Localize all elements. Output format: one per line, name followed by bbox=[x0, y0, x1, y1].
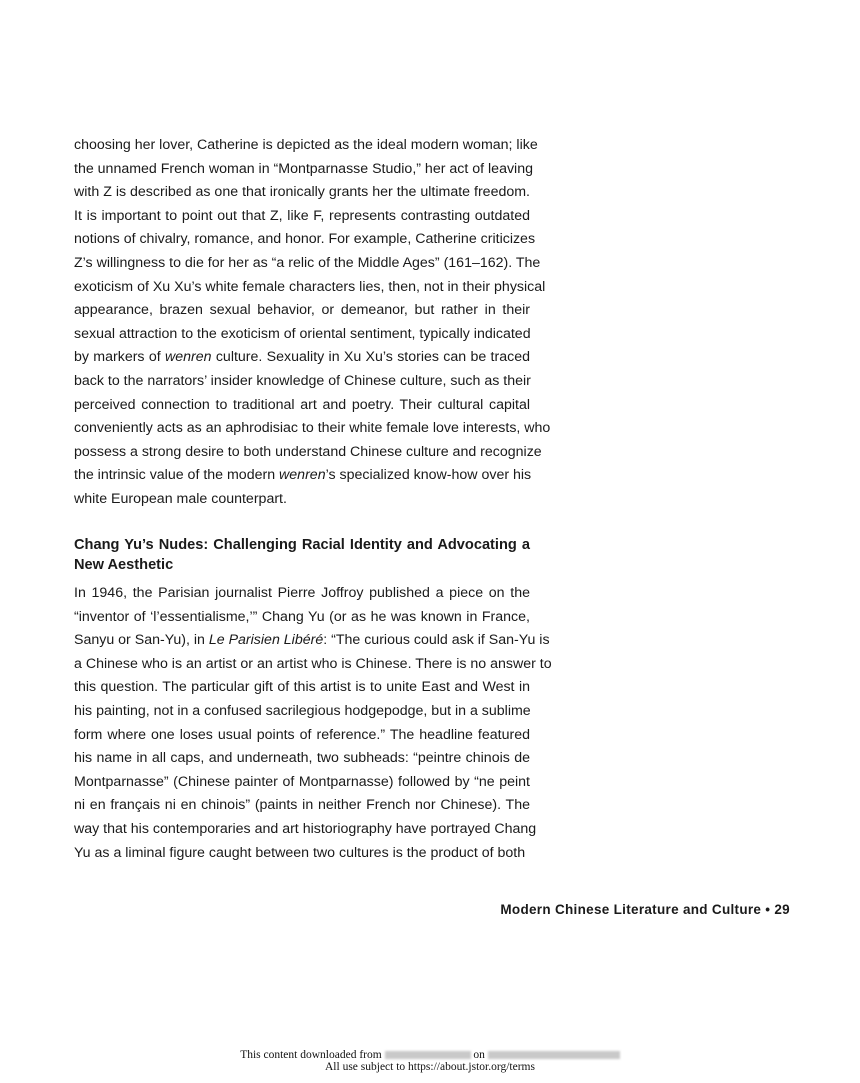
running-footer-page-number: Modern Chinese Literature and Culture • 29 bbox=[500, 902, 790, 917]
text-run: conveniently acts as an aphrodisiac to their white female love interests, who bbox=[74, 420, 551, 437]
text-run: way that his contemporaries and art historiography have portrayed Chang bbox=[74, 820, 537, 837]
text-line bbox=[74, 276, 546, 300]
text-line bbox=[74, 417, 551, 441]
text-line bbox=[74, 252, 541, 276]
text-line bbox=[74, 134, 538, 158]
text-run: back to the narrators’ insider knowledge of Chinese culture, such as their bbox=[74, 372, 531, 389]
text-run: : “The curious could ask if San-Yu is bbox=[323, 632, 550, 649]
redacted-date bbox=[488, 1051, 620, 1059]
text-run: exoticism of Xu Xu’s white female characters lies, then, not in their physical bbox=[74, 278, 546, 295]
text-line bbox=[74, 629, 550, 653]
text-line bbox=[74, 582, 530, 606]
body-paragraph-2 bbox=[74, 582, 552, 865]
text-run: ni en français ni en chinois” (paints in neither French nor Chinese). The bbox=[74, 797, 530, 814]
text-run: culture. Sexuality in Xu Xu’s stories can be traced bbox=[211, 349, 530, 366]
text-line bbox=[74, 842, 530, 866]
text-line bbox=[74, 676, 530, 700]
text-line bbox=[74, 488, 530, 512]
text-run: with Z is described as one that ironically grants her the ultimate freedom. bbox=[74, 184, 530, 201]
body-paragraph-1 bbox=[74, 134, 551, 512]
text-run: Yu as a liminal figure caught between two cultures is the product of both bbox=[74, 844, 526, 861]
download-notice-text: This content downloaded from bbox=[240, 1049, 385, 1061]
text-line bbox=[74, 535, 530, 555]
text-run: Montparnasse” (Chinese painter of Montparnasse) followed by “ne peint bbox=[74, 773, 530, 790]
text-line bbox=[74, 181, 530, 205]
text-line bbox=[74, 158, 533, 182]
text-run: possess a strong desire to both understand Chinese culture and recognize bbox=[74, 443, 542, 460]
text-line bbox=[74, 228, 536, 252]
text-run: notions of chivalry, romance, and honor. For example, Catherine criticizes bbox=[74, 231, 536, 248]
text-run: his painting, not in a confused sacrilegious hodgepodge, but in a sublime bbox=[74, 702, 531, 719]
text-run: the unnamed French woman in “Montparnasse Studio,” her act of leaving bbox=[74, 160, 533, 177]
text-line bbox=[74, 747, 530, 771]
text-line bbox=[74, 794, 530, 818]
text-line bbox=[74, 464, 530, 488]
redacted-ip bbox=[385, 1051, 471, 1059]
text-line bbox=[74, 370, 530, 394]
text-line bbox=[74, 346, 530, 370]
text-run: the intrinsic value of the modern bbox=[74, 467, 280, 484]
text-run: It is important to point out that Z, like F, represents contrasting outdated bbox=[74, 207, 530, 224]
text-line bbox=[74, 323, 530, 347]
text-line bbox=[74, 555, 530, 575]
text-line bbox=[74, 653, 552, 677]
text-run: by markers of bbox=[74, 349, 165, 366]
text-run: Chang Yu’s Nudes: Challenging Racial Identity and Advocating a bbox=[74, 537, 530, 553]
text-run: perceived connection to traditional art and poetry. Their cultural capital bbox=[74, 396, 530, 413]
text-run: appearance, brazen sexual behavior, or demeanor, but rather in their bbox=[74, 302, 530, 319]
text-line bbox=[74, 771, 530, 795]
text-run: this question. The particular gift of this artist is to unite East and West in bbox=[74, 679, 530, 696]
text-run: sexual attraction to the exoticism of oriental sentiment, typically indicated bbox=[74, 325, 531, 342]
text-run: “inventor of ‘l’essentialisme,’” Chang Yu (or as he was known in France, bbox=[74, 608, 530, 625]
italic-text: wenren bbox=[164, 349, 212, 366]
text-line bbox=[74, 606, 530, 630]
text-run: his name in all caps, and underneath, two subheads: “peintre chinois de bbox=[74, 750, 530, 767]
text-line bbox=[74, 700, 530, 724]
text-run: Sanyu or San-Yu), in bbox=[74, 632, 209, 649]
italic-text: Le Parisien Libéré bbox=[208, 632, 324, 649]
text-line bbox=[74, 724, 530, 748]
text-run: white European male counterpart. bbox=[74, 490, 287, 507]
text-run: New Aesthetic bbox=[74, 557, 174, 573]
text-run: Z’s willingness to die for her as “a relic of the Middle Ages” (161–162). The bbox=[74, 254, 541, 271]
italic-text: wenren bbox=[279, 467, 326, 484]
section-heading bbox=[74, 535, 530, 575]
text-line bbox=[74, 205, 530, 229]
text-line bbox=[74, 394, 530, 418]
download-notice-on: on bbox=[470, 1049, 488, 1061]
text-run: In 1946, the Parisian journalist Pierre Joffroy published a piece on the bbox=[74, 585, 530, 601]
text-run: a Chinese who is an artist or an artist who is Chinese. There is no answer to bbox=[74, 655, 552, 672]
text-line bbox=[74, 299, 530, 323]
text-run: form where one loses usual points of reference.” The headline featured bbox=[74, 726, 530, 743]
text-run: ’s specialized know-how over his bbox=[325, 467, 532, 484]
text-line bbox=[74, 818, 537, 842]
terms-notice: All use subject to https://about.jstor.org/terms bbox=[325, 1061, 535, 1073]
jstor-download-notice bbox=[0, 1049, 860, 1073]
text-line bbox=[74, 441, 542, 465]
text-run: choosing her lover, Catherine is depicted as the ideal modern woman; like bbox=[74, 137, 538, 153]
